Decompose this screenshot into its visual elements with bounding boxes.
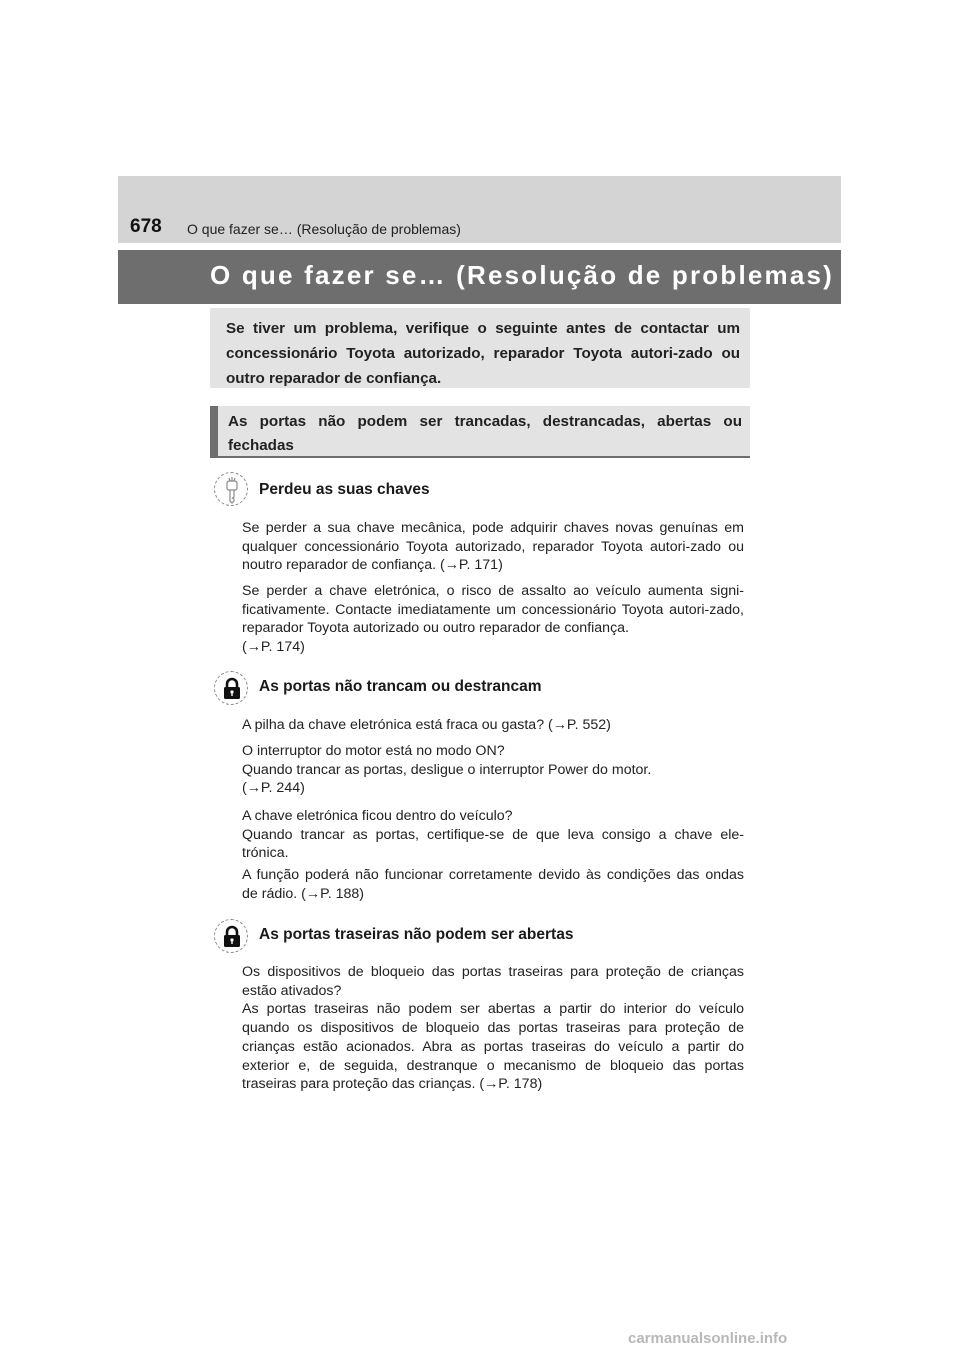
section-heading: As portas não podem ser trancadas, destrancadas, abertas ou fechadas bbox=[210, 406, 750, 456]
watermark: carmanualsonline.info bbox=[628, 1330, 788, 1347]
key-icon bbox=[214, 472, 248, 506]
intro-box: Se tiver um problema, verifique o seguinte antes de contactar um concessionário Toyota autorizado, reparador Toyota autori-zado ou outro reparador de confiança. bbox=[210, 308, 750, 388]
lock-icon bbox=[214, 919, 248, 953]
paragraph: Os dispositivos de bloqueio das portas traseiras para proteção de crianças estão ativados? As portas traseiras não podem ser abertas a partir do interior do veículo quando os dispositivos de bloqueio das portas traseiras para proteção de crianças estão acionados. Abra as portas traseiras do veículo a partir do exterior e, de seguida, destranque o mecanismo de bloqueio das portas traseiras para proteção das crianças. (→P. 178) bbox=[242, 964, 744, 1093]
paragraph: A função poderá não funcionar corretamente devido às condições das ondas de rádio. (→P. 188) bbox=[242, 867, 744, 902]
paragraph: O interruptor do motor está no modo ON? Quando trancar as portas, desligue o interruptor Power do motor. (→P. 244) bbox=[242, 743, 652, 797]
lock-icon bbox=[214, 671, 248, 705]
paragraph: A pilha da chave eletrónica está fraca ou gasta? (→P. 552) bbox=[242, 717, 611, 733]
item-heading: As portas não trancam ou destrancam bbox=[259, 678, 542, 695]
item-heading: Perdeu as suas chaves bbox=[259, 481, 430, 498]
running-header: O que fazer se… (Resolução de problemas) bbox=[187, 221, 461, 237]
paragraph: Se perder a sua chave mecânica, pode adquirir chaves novas genuínas em qualquer concessionário Toyota autorizado, reparador Toyota autori-zado ou noutro reparador de confiança. (→P. 171) bbox=[242, 520, 744, 574]
page-title: O que fazer se… (Resolução de problemas) bbox=[210, 260, 835, 290]
paragraph: Se perder a chave eletrónica, o risco de assalto ao veículo aumenta signi-ficativamente. Contacte imediatamente um concessionário Toyota autori-zado, reparador Toyota autorizado ou outro reparador de confiança. (→P. 174) bbox=[242, 583, 744, 656]
paragraph: A chave eletrónica ficou dentro do veículo? Quando trancar as portas, certifique-se de que leva consigo a chave ele-trónica. bbox=[242, 808, 744, 862]
item-heading: As portas traseiras não podem ser abertas bbox=[259, 926, 574, 943]
page-number: 678 bbox=[130, 216, 162, 237]
